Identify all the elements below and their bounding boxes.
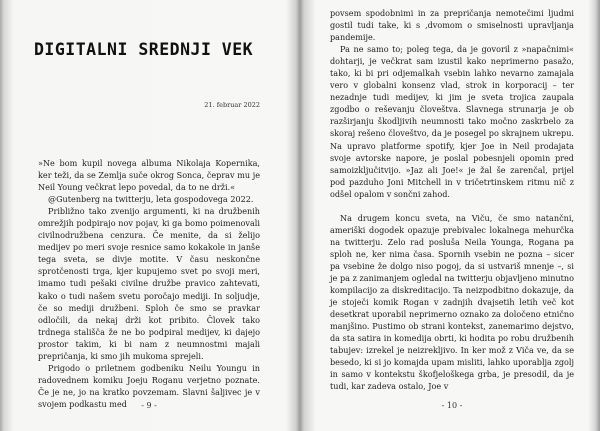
page-number: - 9 - [141,401,157,410]
paragraph: Na drugem koncu sveta, na Viču, če smo natančni, ameriški dogodek opazuje prebivalec lokalnega mehurčka na twitterju. Zelo rad posluša Neila Younga, Rogana pa sploh ne, ker nima časa. Spornih vsebin ne pozna – sicer pa vsebine že dolgo niso pogoj, da si ustvariš mnenje –, si je pa z zanimanjem ogledal na twitterju objavljeno minutno kompilacijo za diskreditacijo. Ta neizpodbitno dokazuje, da je stoječi komik Rogan v zadnjih dvajsetih letih več kot desetkrat uporabil neprimerno oznako za določeno etnično manjšino. Pustimo ob strani kontekst, zanemarimo dejstvo, da sta satira in komedija obrti, ki hodita po robu družbenih tabujev: izrekel je neizrekljivo. In ker mož z Viča ve, da se besedo, ki si jo komajda upam misliti, lahko uporablja zgolj in samo v kontekstu škofjeloškega grba, je presodil, da je tudi, kar zadeva ostalo, Joe v [330,212,574,392]
right-body-text [330,7,574,392]
left-page [34,0,260,431]
paragraph: Pa ne samo to; poleg tega, da je govoril z »napačnimi« dohtarji, je večkrat sam izustil kako neprimerno pasažo, tako, ki bi pri odjemalkah vsebin lahko nevarno zamajala vero v globalni konsenz vlad, strok in korporacij – ter nezadnje tudi medijev, ki jim je sveta trojica zaupala zgodbo o reševanju človeštva. Slavnega strunarja je ob razširjanju škodljivih neumnosti tako močno zaskrbelo za skoraj rešeno človeštvo, da je posegel po skrajnem ukrepu. Na upravo platforme spotify, kjer Joe in Neil prodajata svoje avtorske napore, je poslal pobesnjeli opomin pred samoizključitvijo. »Jaz ali Joe!« je žal še zarenčal, prijel pod pazduho Joni Mitchell in v tričetrtinskem ritmu nič z odšel opalom v sončni zahod. [330,44,574,199]
paragraph: Prigodo o priletnem godbeniku Neilu Youngu in radovednem komiku Joeju Roganu verjetno poznate. Če je ne, jo na kratko povzemam. Slavni šaljivec je v svojem podkastu med [38,362,260,409]
paragraph: @Gutenberg na twitterju, leta gospodovega 2022. [48,194,254,205]
paragraph: »Ne bom kupil novega albuma Nikolaja Kopernika, ker teži, da se Zemlja suče okrog Sonca, čeprav mu je Neil Young večkrat lepo povedal, da to ne drži.« [38,158,260,193]
paragraph: Približno tako zvenijo argumenti, ki na družbenih omrežjih podpirajo nov pojav, ki ga bomo poimenovali civilnodružbena cenzura. Če menite, da si želijo medijev po meri svoje resnice samo kokakole in janše tega sveta, se divje motite. V času neskončne sprotčenosti trga, kjer kupujemo svet po svoji meri, imamo tudi pešaki civilne družbe pravico zahtevati, kako o tudi našem svetu poročajo mediji. In soljudje, če so mediji družbeni. Sploh če smo se pravkar odločili, da nekaj drži kot pribito. Človek tako trdnega stališča že ne bo podpiral medijev, ki dajejo prostor takim, ki bi nam z neumnostmi majali prepričanja, ki smo jih mukoma sprejeli. [38,206,260,361]
chapter-title: DIGITALNI SREDNJI VEK [34,40,254,59]
page-number: - 10 - [441,401,463,410]
right-page [330,0,574,431]
paragraph: povsem spodobnimi in za prepričanja nemotečimi ljudmi gostil tudi take, ki s ‚dvomom o smiselnosti upravljanja pandemije. [330,8,574,43]
chapter-date: 21. februar 2022 [204,101,260,109]
left-body-text [38,157,260,410]
